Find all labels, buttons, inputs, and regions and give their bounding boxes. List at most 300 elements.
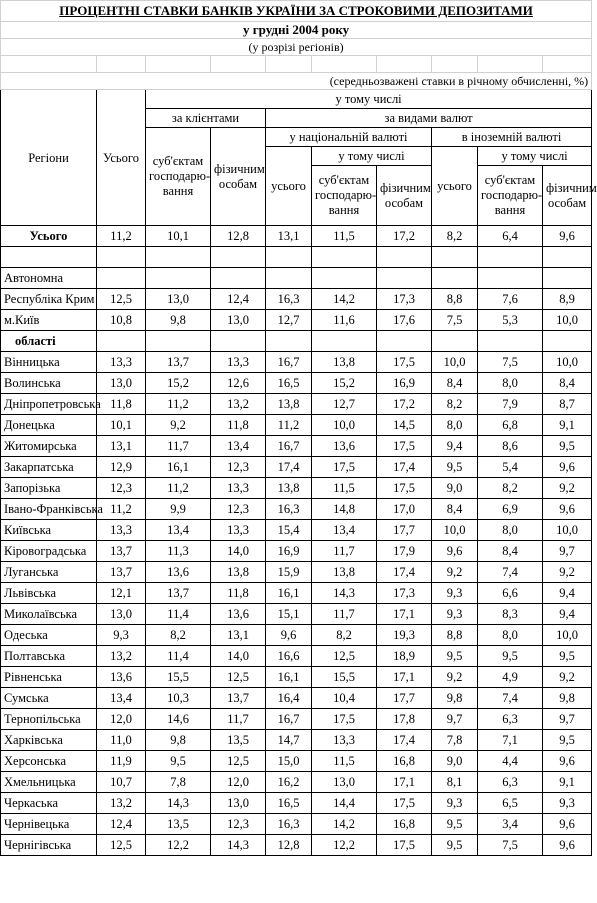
total-label: Усього xyxy=(1,226,97,247)
table-cell: 13,8 xyxy=(266,478,312,499)
table-cell: 14,5 xyxy=(377,415,432,436)
region-label: Дніпропетровська xyxy=(1,394,97,415)
table-cell: 12,8 xyxy=(211,226,266,247)
table-cell: 12,3 xyxy=(97,478,146,499)
table-row xyxy=(1,457,592,478)
table-cell: 17,3 xyxy=(377,289,432,310)
table-cell: 6,9 xyxy=(478,499,543,520)
table-cell: 14,7 xyxy=(266,730,312,751)
table-row xyxy=(1,373,592,394)
table-cell: 15,2 xyxy=(146,373,211,394)
table-cell: 9,5 xyxy=(432,835,478,856)
table-cell: 9,0 xyxy=(432,478,478,499)
table-cell: 9,6 xyxy=(543,226,592,247)
table-cell: 9,2 xyxy=(543,562,592,583)
region-label: Хмельницька xyxy=(1,772,97,793)
table-cell: 13,3 xyxy=(211,520,266,541)
table-cell: 11,2 xyxy=(146,394,211,415)
table-cell: 12,4 xyxy=(211,289,266,310)
header-individuals: фізичним особам xyxy=(211,128,266,226)
table-cell: 11,7 xyxy=(312,541,377,562)
region-label: Донецька xyxy=(1,415,97,436)
table-cell: 13,8 xyxy=(312,562,377,583)
region-label: Закарпатська xyxy=(1,457,97,478)
table-cell: 11,8 xyxy=(97,394,146,415)
table-row xyxy=(1,751,592,772)
region-label: Тернопільська xyxy=(1,709,97,730)
table-cell: 15,9 xyxy=(266,562,312,583)
table-cell: 16,7 xyxy=(266,436,312,457)
table-cell: 13,3 xyxy=(211,352,266,373)
table-cell: 5,3 xyxy=(478,310,543,331)
table-cell: 14,2 xyxy=(312,289,377,310)
table-row xyxy=(1,835,592,856)
table-cell: 16,8 xyxy=(377,814,432,835)
table-row xyxy=(1,499,592,520)
table-cell: 8,2 xyxy=(432,226,478,247)
table-cell: 9,2 xyxy=(146,415,211,436)
table-cell: 9,6 xyxy=(543,835,592,856)
header-by-clients: за клієнтами xyxy=(146,109,266,128)
table-cell: 13,4 xyxy=(146,520,211,541)
table-cell: 13,6 xyxy=(312,436,377,457)
table-row xyxy=(1,436,592,457)
table-cell: 8,9 xyxy=(543,289,592,310)
blank-row xyxy=(1,247,592,268)
table-cell: 9,3 xyxy=(432,793,478,814)
table-cell: 9,1 xyxy=(543,415,592,436)
table-cell: 8,6 xyxy=(478,436,543,457)
table-cell: 9,2 xyxy=(543,478,592,499)
table-cell: 13,3 xyxy=(211,478,266,499)
table-cell: 11,5 xyxy=(312,751,377,772)
table-cell: 16,1 xyxy=(146,457,211,478)
table-cell: 9,5 xyxy=(543,646,592,667)
oblasts-label-row xyxy=(1,331,592,352)
region-label: Полтавська xyxy=(1,646,97,667)
table-cell: 13,1 xyxy=(97,436,146,457)
table-cell: 13,3 xyxy=(312,730,377,751)
table-cell: 8,7 xyxy=(543,394,592,415)
table-cell: 12,5 xyxy=(312,646,377,667)
table-cell: 9,8 xyxy=(432,688,478,709)
table-cell: 7,5 xyxy=(432,310,478,331)
table-cell: 16,5 xyxy=(266,373,312,394)
header-foreign-including: у тому числі xyxy=(478,147,592,166)
table-cell: 9,8 xyxy=(146,310,211,331)
table-cell: 14,0 xyxy=(211,541,266,562)
table-cell: 15,5 xyxy=(146,667,211,688)
table-cell: 9,2 xyxy=(432,562,478,583)
table-row xyxy=(1,415,592,436)
table-cell: 13,7 xyxy=(97,541,146,562)
table-cell: 9,3 xyxy=(432,583,478,604)
table-cell: 10,0 xyxy=(543,625,592,646)
table-cell: 11,6 xyxy=(312,310,377,331)
table-cell: 16,3 xyxy=(266,814,312,835)
table-row xyxy=(1,646,592,667)
table-cell: 13,7 xyxy=(211,688,266,709)
header-national-individuals: фізичним особам xyxy=(377,166,432,226)
table-cell: 4,4 xyxy=(478,751,543,772)
table-cell: 9,5 xyxy=(543,436,592,457)
table-cell: 9,6 xyxy=(543,499,592,520)
table-cell: 8,3 xyxy=(478,604,543,625)
region-label: Херсонська xyxy=(1,751,97,772)
table-cell: 11,2 xyxy=(97,499,146,520)
table-cell: 11,3 xyxy=(146,541,211,562)
table-cell: 16,2 xyxy=(266,772,312,793)
table-cell: 9,6 xyxy=(543,814,592,835)
table-cell: 10,0 xyxy=(543,352,592,373)
region-label: Рівненська xyxy=(1,667,97,688)
table-cell: 14,8 xyxy=(312,499,377,520)
header-including: у тому числі xyxy=(146,90,592,109)
table-cell: 16,9 xyxy=(266,541,312,562)
table-cell: 9,5 xyxy=(543,730,592,751)
table-cell: 8,0 xyxy=(478,373,543,394)
header-foreign-subtotal: усього xyxy=(432,147,478,226)
table-cell: 13,0 xyxy=(312,772,377,793)
table-cell: 13,6 xyxy=(211,604,266,625)
region-label: Республіка Крим xyxy=(1,289,97,310)
table-row xyxy=(1,604,592,625)
table-cell: 9,6 xyxy=(266,625,312,646)
table-cell: 16,5 xyxy=(266,793,312,814)
table-cell: 9,8 xyxy=(543,688,592,709)
table-cell: 10,0 xyxy=(543,310,592,331)
table-cell: 13,1 xyxy=(211,625,266,646)
table-row xyxy=(1,667,592,688)
table-cell: 17,1 xyxy=(377,667,432,688)
table-cell: 16,3 xyxy=(266,289,312,310)
region-label: Кіровоградська xyxy=(1,541,97,562)
table-cell: 6,3 xyxy=(478,772,543,793)
table-cell: 8,2 xyxy=(146,625,211,646)
table-cell: 12,5 xyxy=(97,289,146,310)
table-cell: 12,7 xyxy=(266,310,312,331)
table-cell: 17,2 xyxy=(377,394,432,415)
region-label: Вінницька xyxy=(1,352,97,373)
table-row xyxy=(1,583,592,604)
table-cell: 8,4 xyxy=(543,373,592,394)
table-cell: 16,7 xyxy=(266,352,312,373)
table-cell: 8,4 xyxy=(432,373,478,394)
table-cell: 13,0 xyxy=(211,310,266,331)
table-cell: 17,1 xyxy=(377,604,432,625)
table-cell: 7,1 xyxy=(478,730,543,751)
header-national-currency: у національній валюті xyxy=(266,128,432,147)
table-cell: 8,4 xyxy=(432,499,478,520)
table-cell: 13,6 xyxy=(146,562,211,583)
table-cell: 9,5 xyxy=(432,457,478,478)
table-cell: 13,8 xyxy=(266,394,312,415)
table-cell: 9,3 xyxy=(543,793,592,814)
region-label: Волинська xyxy=(1,373,97,394)
table-row xyxy=(1,709,592,730)
region-label: Київська xyxy=(1,520,97,541)
table-cell: 13,3 xyxy=(97,352,146,373)
table-cell: 16,1 xyxy=(266,667,312,688)
table-row xyxy=(1,772,592,793)
table-row xyxy=(1,730,592,751)
table-cell: 9,6 xyxy=(432,541,478,562)
table-cell: 9,7 xyxy=(432,709,478,730)
table-cell: 14,6 xyxy=(146,709,211,730)
table-cell: 9,5 xyxy=(146,751,211,772)
region-label: Черкаська xyxy=(1,793,97,814)
header-total: Усього xyxy=(97,90,146,226)
table-cell: 17,4 xyxy=(377,562,432,583)
table-cell: 8,2 xyxy=(312,625,377,646)
header-national-entities: суб'єктам господарю-вання xyxy=(312,166,377,226)
table-cell: 11,5 xyxy=(312,226,377,247)
table-cell: 10,0 xyxy=(312,415,377,436)
table-cell: 11,2 xyxy=(97,226,146,247)
table-cell: 10,8 xyxy=(97,310,146,331)
table-row xyxy=(1,394,592,415)
table-cell: 17,7 xyxy=(377,520,432,541)
table-cell: 8,0 xyxy=(478,625,543,646)
crimea-label-row xyxy=(1,268,592,289)
table-cell: 17,5 xyxy=(377,835,432,856)
table-cell: 15,5 xyxy=(312,667,377,688)
table-cell: 9,3 xyxy=(432,604,478,625)
table-cell: 6,3 xyxy=(478,709,543,730)
table-cell: 12,5 xyxy=(211,751,266,772)
table-cell: 11,2 xyxy=(266,415,312,436)
total-row xyxy=(1,226,592,247)
table-row xyxy=(1,793,592,814)
table-cell: 3,4 xyxy=(478,814,543,835)
page-note: (у розрізі регіонів) xyxy=(1,39,592,56)
table-cell: 6,8 xyxy=(478,415,543,436)
table-cell: 17,9 xyxy=(377,541,432,562)
table-cell: 9,2 xyxy=(543,667,592,688)
page-subtitle: у грудні 2004 року xyxy=(1,22,592,39)
table-cell: 13,7 xyxy=(146,583,211,604)
table-cell: 9,3 xyxy=(97,625,146,646)
table-cell: 12,5 xyxy=(97,835,146,856)
table-cell: 17,4 xyxy=(266,457,312,478)
table-cell: 7,4 xyxy=(478,562,543,583)
table-cell: 9,6 xyxy=(543,751,592,772)
header-foreign-currency: в іноземній валюті xyxy=(432,128,592,147)
table-row xyxy=(1,352,592,373)
table-row xyxy=(1,562,592,583)
table-cell: 13,4 xyxy=(97,688,146,709)
table-cell: 13,8 xyxy=(312,352,377,373)
table-row xyxy=(1,289,592,310)
region-label: Луганська xyxy=(1,562,97,583)
table-cell: 8,8 xyxy=(432,625,478,646)
table-cell: 17,3 xyxy=(377,583,432,604)
table-cell: 11,5 xyxy=(312,478,377,499)
table-cell: 11,7 xyxy=(211,709,266,730)
table-cell: 9,4 xyxy=(543,583,592,604)
table-cell: 9,1 xyxy=(543,772,592,793)
table-cell: 13,0 xyxy=(211,793,266,814)
table-cell: 13,0 xyxy=(97,604,146,625)
table-cell: 9,5 xyxy=(478,646,543,667)
table-cell: 16,6 xyxy=(266,646,312,667)
header-national-including: у тому числі xyxy=(312,147,432,166)
table-cell: 16,4 xyxy=(266,688,312,709)
table-cell: 10,0 xyxy=(432,352,478,373)
table-cell: 11,8 xyxy=(211,415,266,436)
table-cell: 13,1 xyxy=(266,226,312,247)
table-cell: 12,3 xyxy=(211,457,266,478)
table-cell: 17,5 xyxy=(377,478,432,499)
table-cell: 9,4 xyxy=(432,436,478,457)
table-cell: 14,0 xyxy=(211,646,266,667)
table-cell: 8,8 xyxy=(432,289,478,310)
table-cell: 11,4 xyxy=(146,646,211,667)
header-foreign-entities: суб'єктам господарю-вання xyxy=(478,166,543,226)
table-cell: 14,4 xyxy=(312,793,377,814)
table-cell: 10,0 xyxy=(543,520,592,541)
table-cell: 11,2 xyxy=(146,478,211,499)
section-label: області xyxy=(1,331,97,352)
table-cell: 12,1 xyxy=(97,583,146,604)
region-label: Чернівецька xyxy=(1,814,97,835)
table-cell: 8,1 xyxy=(432,772,478,793)
table-cell: 11,8 xyxy=(211,583,266,604)
header-foreign-individuals: фізичним особам xyxy=(543,166,592,226)
table-cell: 12,9 xyxy=(97,457,146,478)
region-label: Автономна xyxy=(1,268,97,289)
table-cell: 13,4 xyxy=(211,436,266,457)
page-title: ПРОЦЕНТНІ СТАВКИ БАНКІВ УКРАЇНИ ЗА СТРОКОВИМИ ДЕПОЗИТАМИ xyxy=(1,1,592,22)
table-cell: 17,8 xyxy=(377,709,432,730)
table-row xyxy=(1,310,592,331)
table-cell: 9,0 xyxy=(432,751,478,772)
table-cell: 16,7 xyxy=(266,709,312,730)
table-cell: 15,2 xyxy=(312,373,377,394)
table-cell: 9,9 xyxy=(146,499,211,520)
table-cell: 13,3 xyxy=(97,520,146,541)
table-cell: 7,5 xyxy=(478,352,543,373)
table-cell: 8,2 xyxy=(432,394,478,415)
table-row xyxy=(1,688,592,709)
table-cell: 10,7 xyxy=(97,772,146,793)
region-label: Івано-Франківська xyxy=(1,499,97,520)
table-cell: 13,5 xyxy=(146,814,211,835)
table-cell: 12,0 xyxy=(97,709,146,730)
table-cell: 17,5 xyxy=(377,352,432,373)
table-cell: 18,9 xyxy=(377,646,432,667)
region-label: Запорізька xyxy=(1,478,97,499)
table-cell: 13,8 xyxy=(211,562,266,583)
region-label: Чернігівська xyxy=(1,835,97,856)
table-cell: 13,2 xyxy=(97,793,146,814)
table-cell: 12,2 xyxy=(146,835,211,856)
table-cell: 17,4 xyxy=(377,457,432,478)
table-cell: 12,5 xyxy=(211,667,266,688)
table-cell: 6,5 xyxy=(478,793,543,814)
table-cell: 16,9 xyxy=(377,373,432,394)
table-cell: 17,1 xyxy=(377,772,432,793)
table-cell: 14,2 xyxy=(312,814,377,835)
table-cell: 7,6 xyxy=(478,289,543,310)
table-cell: 17,6 xyxy=(377,310,432,331)
header-regions: Регіони xyxy=(1,90,97,226)
region-label: Львівська xyxy=(1,583,97,604)
table-cell: 17,5 xyxy=(377,436,432,457)
table-cell: 10,0 xyxy=(432,520,478,541)
table-cell: 9,7 xyxy=(543,541,592,562)
table-cell: 7,9 xyxy=(478,394,543,415)
table-cell: 9,2 xyxy=(432,667,478,688)
table-cell: 10,1 xyxy=(146,226,211,247)
table-cell: 12,2 xyxy=(312,835,377,856)
table-cell: 13,2 xyxy=(211,394,266,415)
table-cell: 13,7 xyxy=(146,352,211,373)
table-cell: 11,9 xyxy=(97,751,146,772)
table-cell: 9,5 xyxy=(432,814,478,835)
header-entities: суб'єктам господарю-вання xyxy=(146,128,211,226)
table-cell: 13,6 xyxy=(97,667,146,688)
table-cell: 12,3 xyxy=(211,814,266,835)
table-cell: 8,0 xyxy=(432,415,478,436)
table-cell: 17,2 xyxy=(377,226,432,247)
table-cell: 15,1 xyxy=(266,604,312,625)
table-cell: 17,7 xyxy=(377,688,432,709)
table-cell: 13,0 xyxy=(146,289,211,310)
header-national-subtotal: усього xyxy=(266,147,312,226)
table-cell: 17,0 xyxy=(377,499,432,520)
table-cell: 14,3 xyxy=(146,793,211,814)
table-cell: 9,8 xyxy=(146,730,211,751)
table-cell: 6,6 xyxy=(478,583,543,604)
region-label: Житомирська xyxy=(1,436,97,457)
table-cell: 7,4 xyxy=(478,688,543,709)
table-row xyxy=(1,625,592,646)
header-by-currency: за видами валют xyxy=(266,109,592,128)
table-row xyxy=(1,541,592,562)
table-cell: 12,3 xyxy=(211,499,266,520)
table-cell: 7,8 xyxy=(432,730,478,751)
table-cell: 8,0 xyxy=(478,520,543,541)
table-row xyxy=(1,478,592,499)
table-cell: 9,6 xyxy=(543,457,592,478)
table-cell: 7,8 xyxy=(146,772,211,793)
units-note: (середньозважені ставки в річному обчисленні, %) xyxy=(1,73,592,90)
table-cell: 12,8 xyxy=(266,835,312,856)
spacer-row xyxy=(1,56,592,73)
table-cell: 11,0 xyxy=(97,730,146,751)
table-cell: 13,4 xyxy=(312,520,377,541)
table-cell: 8,4 xyxy=(478,541,543,562)
table-cell: 5,4 xyxy=(478,457,543,478)
table-cell: 13,5 xyxy=(211,730,266,751)
table-cell: 19,3 xyxy=(377,625,432,646)
table-cell: 6,4 xyxy=(478,226,543,247)
table-cell: 4,9 xyxy=(478,667,543,688)
table-cell: 10,3 xyxy=(146,688,211,709)
table-cell: 15,4 xyxy=(266,520,312,541)
table-cell: 17,5 xyxy=(377,793,432,814)
table-cell: 16,8 xyxy=(377,751,432,772)
table-cell: 9,4 xyxy=(543,604,592,625)
table-cell: 11,4 xyxy=(146,604,211,625)
table-cell: 13,0 xyxy=(97,373,146,394)
table-cell: 17,4 xyxy=(377,730,432,751)
table-cell: 16,1 xyxy=(266,583,312,604)
table-cell: 13,2 xyxy=(97,646,146,667)
table-cell: 13,7 xyxy=(97,562,146,583)
region-label: м.Київ xyxy=(1,310,97,331)
